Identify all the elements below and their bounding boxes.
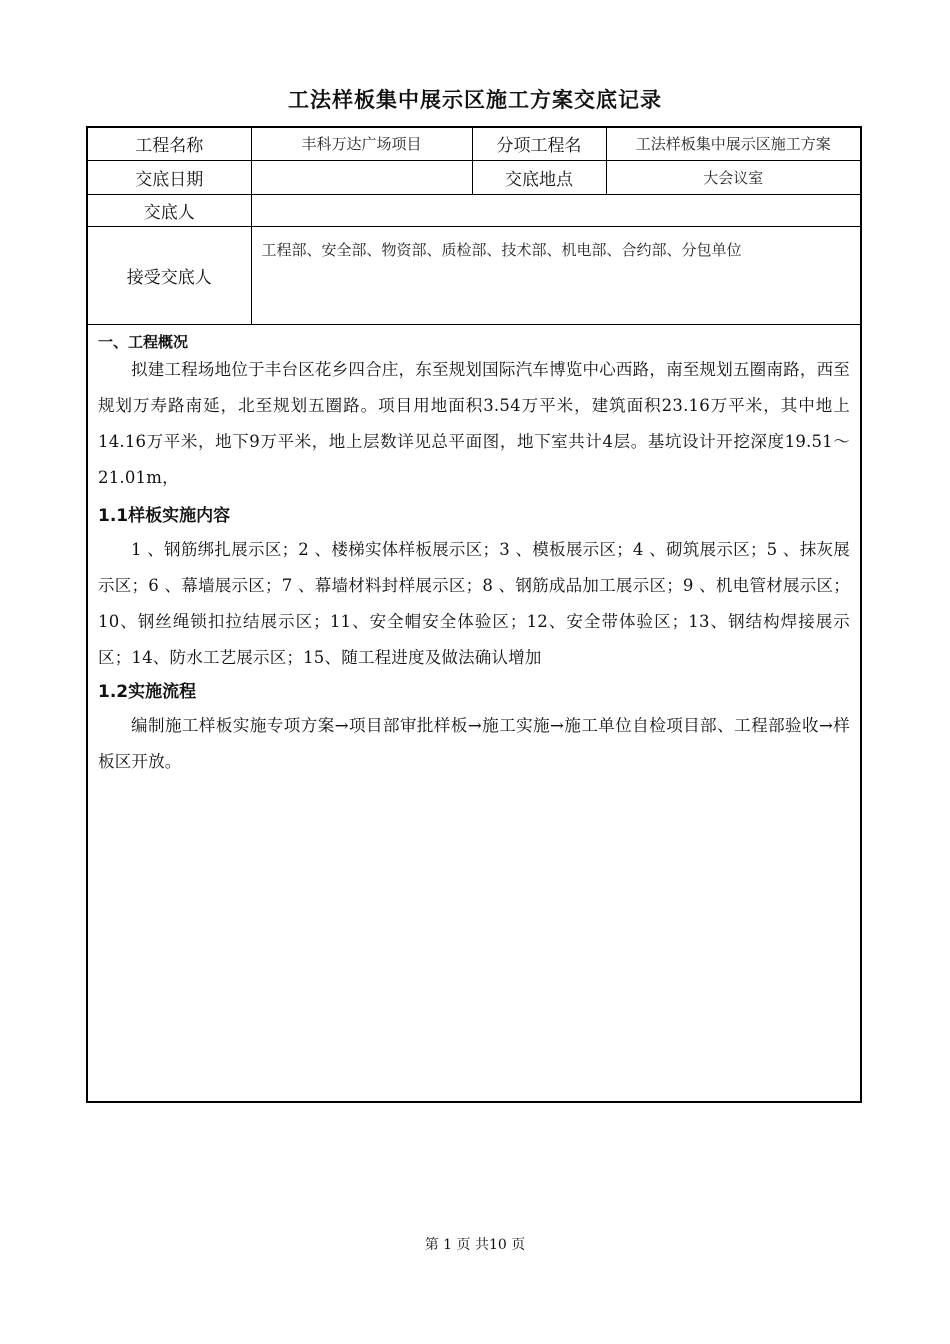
date-value (251, 160, 472, 194)
presenter-value (251, 194, 860, 226)
project-name-label: 工程名称 (88, 128, 251, 160)
sub-project-label: 分项工程名 (472, 128, 606, 160)
document-title: 工法样板集中展示区施工方案交底记录 (288, 88, 662, 112)
page-number: 第 1 页 共10 页 (424, 1237, 526, 1253)
receiver-value: 工程部、安全部、物资部、质检部、技术部、机电部、合约部、分包单位 (251, 226, 860, 324)
section1-heading: 一、工程概况 (98, 333, 189, 351)
content-area (88, 326, 860, 1101)
section1-1-heading: 1.1样板实施内容 (98, 506, 231, 526)
presenter-label: 交底人 (88, 194, 251, 226)
date-label: 交底日期 (88, 160, 251, 194)
section1-text: 拟建工程场地位于丰台区花乡四合庄，东至规划国际汽车博览中心西路，南至规划五圈南路，西至规划万寿路南延，北至规划五圈路。项目用地面积3.54万平米，建筑面积23.16万平米，其中地上14.16万平米，地下9万平米，地上层数详见总平面图，地下室共计4层。基坑设计开挖深度19.51～21.01m， (98, 360, 850, 487)
header-table (88, 128, 860, 325)
location-label: 交底地点 (472, 160, 606, 194)
section1-2-heading: 1.2实施流程 (98, 682, 197, 702)
section1-1-text: 1 、钢筋绑扎展示区；2 、楼梯实体样板展示区；3 、模板展示区；4 、砌筑展示区；5 、抹灰展示区；6 、幕墙展示区；7 、幕墙材料封样展示区；8 、钢筋成品加工展示区；9 、机电管材展示区；10、钢丝绳锁扣拉结展示区；11、安全帽安全体验区；12、安全带体验区；13、钢结构焊接展示区；14、防水工艺展示区；15、随工程进度及做法确认增加 (98, 540, 850, 667)
location-value: 大会议室 (606, 160, 860, 194)
record-form (86, 126, 862, 1103)
sub-project-value: 工法样板集中展示区施工方案 (606, 128, 860, 160)
receiver-label: 接受交底人 (88, 226, 251, 324)
section1-2-text: 编制施工样板实施专项方案→项目部审批样板→施工实施→施工单位自检项目部、工程部验收→样板区开放。 (98, 716, 850, 771)
project-name-value: 丰科万达广场项目 (251, 128, 472, 160)
